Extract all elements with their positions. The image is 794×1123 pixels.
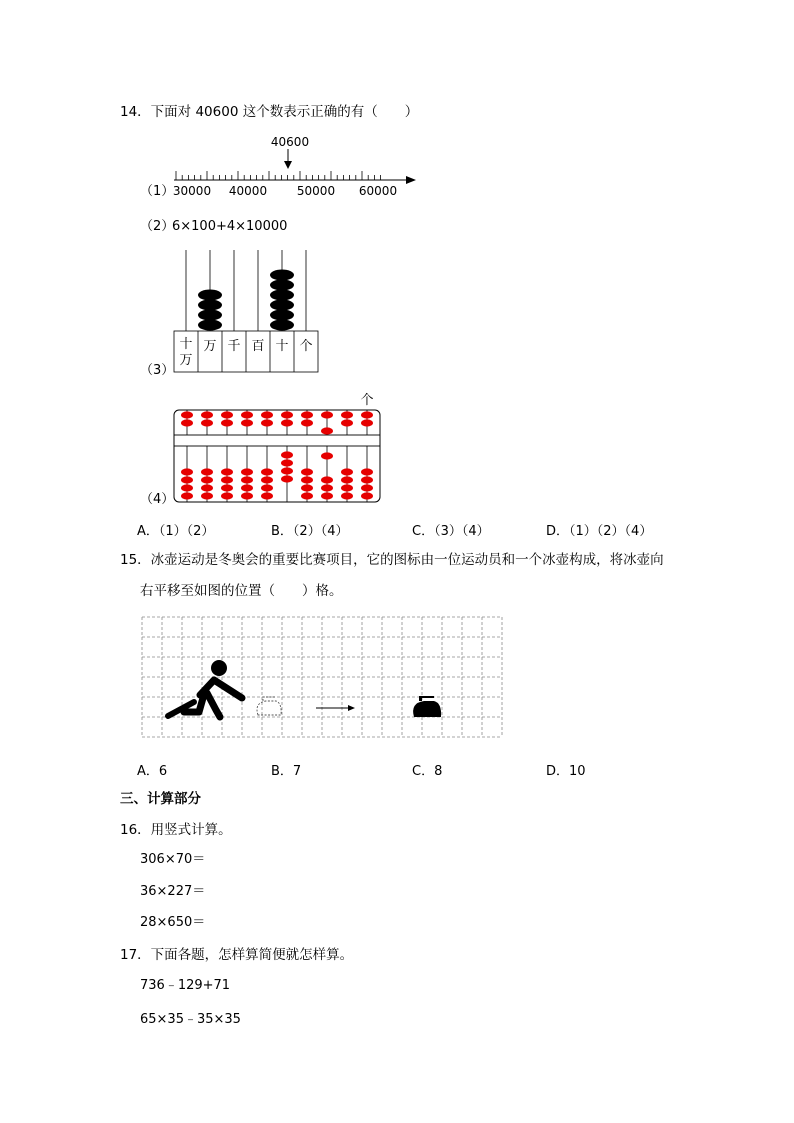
frame-bead	[270, 300, 294, 311]
abacus-lower-bead	[341, 468, 353, 475]
abacus-lower-bead	[261, 476, 273, 483]
abacus-lower-bead	[301, 468, 313, 475]
abacus-upper-bead	[341, 411, 353, 418]
abacus-lower-bead	[301, 492, 313, 499]
q17-stem: 17．下面各题，怎样算简便就怎样算。	[120, 947, 354, 963]
q15-stem-line1: 15．冰壶运动是冬奥会的重要比赛项目，它的图标由一位运动员和一个冰壶构成，将冰壶向	[120, 552, 664, 568]
abacus-lower-bead	[281, 467, 293, 474]
number-line	[170, 132, 420, 204]
abacus-lower-bead	[181, 468, 193, 475]
abacus-upper-bead	[181, 411, 193, 418]
abacus-lower-bead	[241, 484, 253, 491]
curling-athlete-icon	[168, 660, 242, 717]
abacus-lower-bead	[241, 468, 253, 475]
abacus	[170, 388, 386, 506]
q14-s4-label: （4）	[140, 492, 175, 507]
abacus-upper-bead	[221, 419, 233, 426]
abacus-lower-bead	[341, 484, 353, 491]
abacus-upper-bead	[241, 411, 253, 418]
abacus-lower-bead	[321, 492, 333, 499]
abacus-upper-bead	[341, 419, 353, 426]
place-label-hundred: 百	[251, 339, 265, 354]
number-line-tick-label: 40000	[228, 184, 268, 198]
frame-bead	[198, 320, 222, 331]
abacus-lower-bead	[321, 476, 333, 483]
abacus-upper-bead	[301, 411, 313, 418]
abacus-lower-bead	[361, 484, 373, 491]
abacus-lower-bead	[341, 492, 353, 499]
place-label-ten: 十	[275, 339, 289, 354]
abacus-lower-bead	[201, 484, 213, 491]
abacus-lower-bead	[361, 468, 373, 475]
abacus-lower-bead	[341, 476, 353, 483]
abacus-lower-bead	[301, 476, 313, 483]
abacus-lower-bead	[281, 451, 293, 458]
abacus-lower-bead	[361, 492, 373, 499]
abacus-lower-bead	[241, 492, 253, 499]
abacus-upper-bead	[261, 411, 273, 418]
q14-option-d[interactable]: D．（1）（2）（4）	[546, 524, 653, 539]
q16-item-1: 306×70＝	[140, 852, 206, 867]
abacus-lower-bead	[181, 492, 193, 499]
abacus-upper-bead	[361, 419, 373, 426]
curling-grid-figure	[142, 617, 504, 741]
abacus-upper-bead	[241, 419, 253, 426]
abacus-lower-bead	[261, 484, 273, 491]
abacus-lower-bead	[201, 468, 213, 475]
place-label-ten-thousand: 万	[203, 339, 217, 354]
abacus-upper-bead	[361, 411, 373, 418]
frame-bead	[198, 300, 222, 311]
abacus-lower-bead	[181, 484, 193, 491]
abacus-upper-bead	[181, 419, 193, 426]
place-label-thousand: 千	[227, 339, 241, 354]
place-label-hundred-thousand-1: 十万	[179, 337, 193, 368]
abacus-lower-bead	[261, 492, 273, 499]
q15-option-a[interactable]: A．6	[137, 764, 168, 779]
abacus-lower-bead	[261, 468, 273, 475]
abacus-lower-bead	[221, 468, 233, 475]
q16-stem: 16．用竖式计算。	[120, 822, 232, 838]
q15-option-b[interactable]: B．7	[271, 764, 302, 779]
abacus-lower-bead	[241, 476, 253, 483]
abacus-lower-bead	[361, 476, 373, 483]
q14-option-a[interactable]: A．（1）（2）	[137, 524, 215, 539]
abacus-upper-bead	[281, 411, 293, 418]
curling-stone-original-icon	[257, 697, 281, 715]
abacus-lower-bead	[321, 452, 333, 459]
abacus-lower-bead	[221, 484, 233, 491]
q14-s2-label: （2）	[140, 219, 175, 234]
place-label-one: 个	[299, 339, 313, 354]
q14-option-c[interactable]: C．（3）（4）	[412, 524, 490, 539]
translation-arrow-head	[348, 705, 355, 711]
abacus-upper-bead	[321, 427, 333, 434]
counting-frame	[170, 248, 330, 378]
abacus-upper-bead	[221, 411, 233, 418]
number-line-tick-label: 50000	[296, 184, 336, 198]
abacus-upper-bead	[261, 419, 273, 426]
section-title: 三、计算部分	[120, 791, 201, 807]
q15-option-d[interactable]: D．10	[546, 764, 586, 779]
number-line-tick-label: 60000	[358, 184, 398, 198]
abacus-lower-bead	[181, 476, 193, 483]
abacus-upper-bead	[201, 411, 213, 418]
frame-bead	[270, 320, 294, 331]
q16-item-2: 36×227＝	[140, 884, 206, 899]
frame-bead	[198, 310, 222, 321]
curling-stone-moved-icon	[413, 696, 441, 717]
abacus-unit-label: 个	[360, 393, 374, 408]
abacus-upper-bead	[321, 411, 333, 418]
frame-bead	[270, 310, 294, 321]
q16-item-3: 28×650＝	[140, 915, 206, 930]
abacus-lower-bead	[321, 484, 333, 491]
frame-bead	[198, 290, 222, 301]
abacus-lower-bead	[201, 476, 213, 483]
q14-s1-label: （1）	[140, 184, 175, 199]
abacus-lower-bead	[281, 475, 293, 482]
q14-option-b[interactable]: B．（2）（4）	[271, 524, 349, 539]
number-line-marker-label: 40600	[270, 135, 310, 149]
number-line-axis	[174, 171, 416, 184]
abacus-lower-bead	[201, 492, 213, 499]
q14-s3-label: （3）	[140, 363, 175, 378]
q14-s2-expression: 6×100+4×10000	[172, 219, 288, 234]
q17-item-1: 736﹣129+71	[140, 978, 231, 993]
q17-item-2: 65×35﹣35×35	[140, 1012, 241, 1027]
q14-stem: 14．下面对 40600 这个数表示正确的有（ ）	[120, 104, 419, 120]
frame-bead	[270, 270, 294, 281]
frame-bead	[270, 290, 294, 301]
frame-bead	[270, 280, 294, 291]
abacus-lower-bead	[221, 476, 233, 483]
abacus-upper-bead	[281, 419, 293, 426]
number-line-tick-label: 30000	[172, 184, 212, 198]
number-line-axis-arrow	[406, 176, 416, 184]
number-line-marker-arrow-head	[284, 161, 292, 169]
q15-option-c[interactable]: C．8	[412, 764, 443, 779]
abacus-lower-bead	[221, 492, 233, 499]
abacus-upper-bead	[301, 419, 313, 426]
abacus-lower-bead	[301, 484, 313, 491]
abacus-upper-bead	[201, 419, 213, 426]
q15-stem-line2: 右平移至如图的位置（ ）格。	[140, 583, 343, 599]
abacus-lower-bead	[281, 459, 293, 466]
